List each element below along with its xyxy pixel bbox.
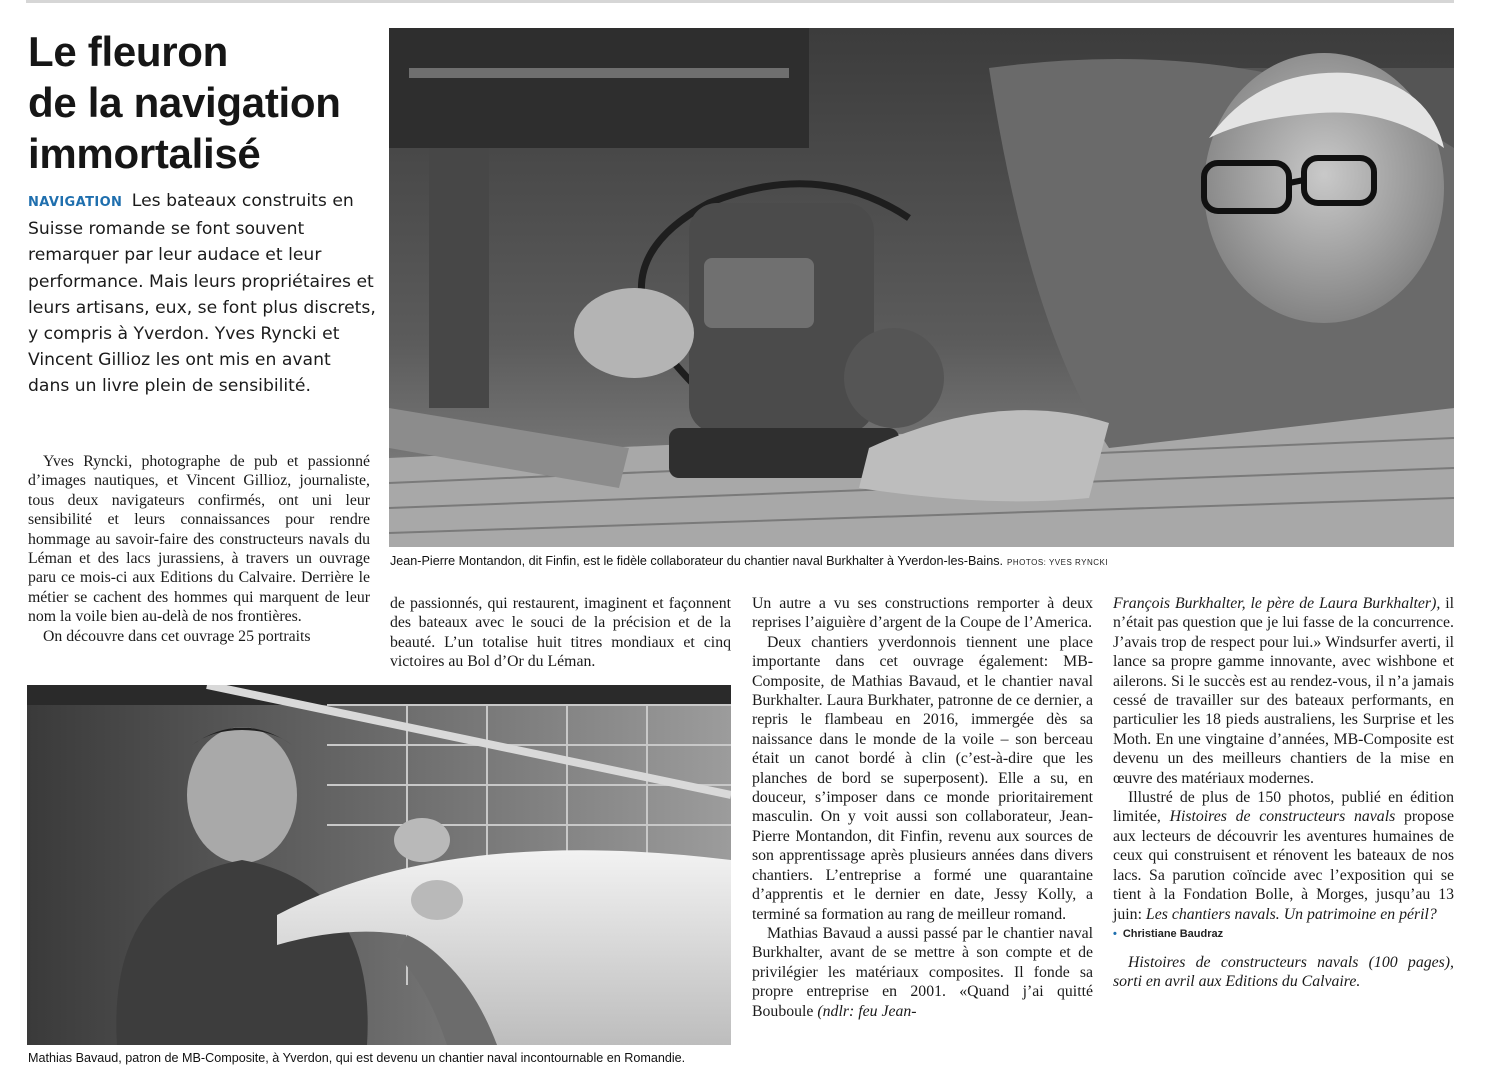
exhibition-title: Les chantiers navals. Un patrimoine en péril?: [1145, 905, 1437, 923]
lede-text: Les bateaux construits en Suisse romande se font souvent remarquer par leur audace et leur performance. Mais leurs propriétaires et leurs artisans, eux, se font plus discrets, y compris à Yverdon. Yves Ryncki et Vincent Gillioz les ont mis en avant dans un livre plein de sensibilité.: [28, 191, 376, 397]
headline-line-1: Le fleuron: [28, 28, 229, 75]
article-paragraph: Un autre a vu ses constructions remporter à deux reprises l’aiguière d’argent de la Coupe de l’America.: [752, 595, 1093, 632]
article-text: Mathias Bavaud a aussi passé par le chantier naval Burkhalter, avant de se mettre à son compte et de privilégier les matériaux composites. Il fonde sa propre entreprise en 2001. «Quand j’ai quitté Bouboule: [752, 924, 1093, 1020]
headline: [28, 26, 388, 179]
top-rule: [26, 0, 1454, 3]
lede: [28, 188, 376, 400]
article-text-italic: (ndlr: feu Jean-: [817, 1002, 917, 1020]
article-text: il n’était pas question que je lui fasse de la concurrence. J’avais trop de respect pour lui.» Windsurfer averti, il lance sa propre gamme innovante, avec wishbone et ailerons. Si le succès est au rendez-vous, il n’a jamais cessé de travailler sur des bateaux performants, en particulier les 18 pieds australiens, les Surprise et les Moth. En une vingtaine d’années, MB-Composite est devenu un des meilleurs chantiers de la mise en œuvre des matériaux modernes.: [1113, 595, 1455, 787]
photo-boat-builder: [27, 685, 731, 1045]
book-title: Histoires de constructeurs navals: [1169, 808, 1396, 826]
article-paragraph: [1113, 594, 1454, 788]
caption-bottom-text: Mathias Bavaud, patron de MB-Composite, à Yverdon, qui est devenu un chantier naval incontournable en Romandie.: [28, 1051, 686, 1065]
article-paragraph: On découvre dans cet ouvrage 25 portraits: [43, 627, 311, 645]
author-signature: [1113, 925, 1454, 943]
author-name: Christiane Baudraz: [1122, 927, 1224, 940]
article-paragraph: Yves Ryncki, photographe de pub et passionné d’images nautiques, et Vincent Gillioz, journaliste, tous deux navigateurs confirmés, ont uni leur sensibilité et leurs connaissances pour rendre hommage au savoir-faire des constructeurs navals du Léman et des lacs jurassiens, à travers un ouvrage paru ce mois-ci aux Editions du Calvaire. Derrière le métier se cachent des hommes qui marquent de leur nom la voile bien au-delà de nos frontières.: [28, 453, 370, 626]
headline-line-2: de la navigation: [28, 79, 341, 126]
book-note-text: Histoires de constructeurs navals (100 pages), sorti en avril aux Editions du Calvaire.: [1113, 953, 1454, 991]
book-note: [1113, 953, 1454, 992]
article-column-4: [1113, 594, 1454, 992]
article-column-3: [752, 594, 1093, 1021]
article-text-italic: François Burkhalter, le père de Laura Burkhalter),: [1113, 595, 1441, 612]
article-text: Illustré de plus de 150 photos, publié en édition limitée,: [1113, 789, 1454, 826]
article-paragraph: [752, 924, 1093, 1021]
article-paragraph: de passionnés, qui restaurent, imaginent et façonnent des bateaux avec le souci de la précision et de la beauté. L’un totalise huit titres mondiaux et cinq victoires au Bol d’Or du Léman.: [390, 595, 731, 671]
article-paragraph: [1113, 788, 1454, 924]
bullet-icon: •: [1113, 927, 1117, 940]
photo-caption-top: [390, 554, 1108, 568]
section-kicker: NAVIGATION: [28, 195, 123, 210]
photo-credit: PHOTOS: YVES RYNCKI: [1007, 558, 1109, 567]
article-column-1: [28, 452, 370, 646]
headline-line-3: immortalisé: [28, 130, 261, 177]
photo-caption-bottom: [28, 1051, 685, 1065]
article-column-2: [390, 594, 731, 672]
article-text: propose aux lecteurs de découvrir les aventures humaines de ceux qui construisent et rénovent les bateaux de nos lacs. Sa parution coïncide avec l’exposition qui se tient à la Fondation Bolle, à Morges, jusqu’au 13 juin:: [1113, 808, 1454, 923]
caption-top-text: Jean-Pierre Montandon, dit Finfin, est le fidèle collaborateur du chantier naval Burkhalter à Yverdon-les-Bains.: [390, 554, 1004, 568]
photo-craftsman-router: [389, 28, 1454, 547]
article-paragraph: Deux chantiers yverdonnois tiennent une place importante dans cet ouvrage également: MB-Composite, de Mathias Bavaud, et le chantier naval Burkhalter. Laura Burkhater, patronne de ce dernier, a repris le flambeau en 2016, immergée dès sa naissance dans le monde de la voile – son berceau était un canot bordé à clin (c’est-à-dire que les planches de bord se superposent). Elle a su, en douceur, s’imposer dans ce monde prioritairement masculin. On y voit aussi son collaborateur, Jean-Pierre Montandon, dit Finfin, revenu aux sources de son apprentissage après plusieurs années dans divers chantiers. L’entreprise a formé une quarantaine d’apprentis et le dernier en date, Jessy Kolly, a terminé sa formation au rang de meilleur romand.: [752, 633, 1093, 923]
